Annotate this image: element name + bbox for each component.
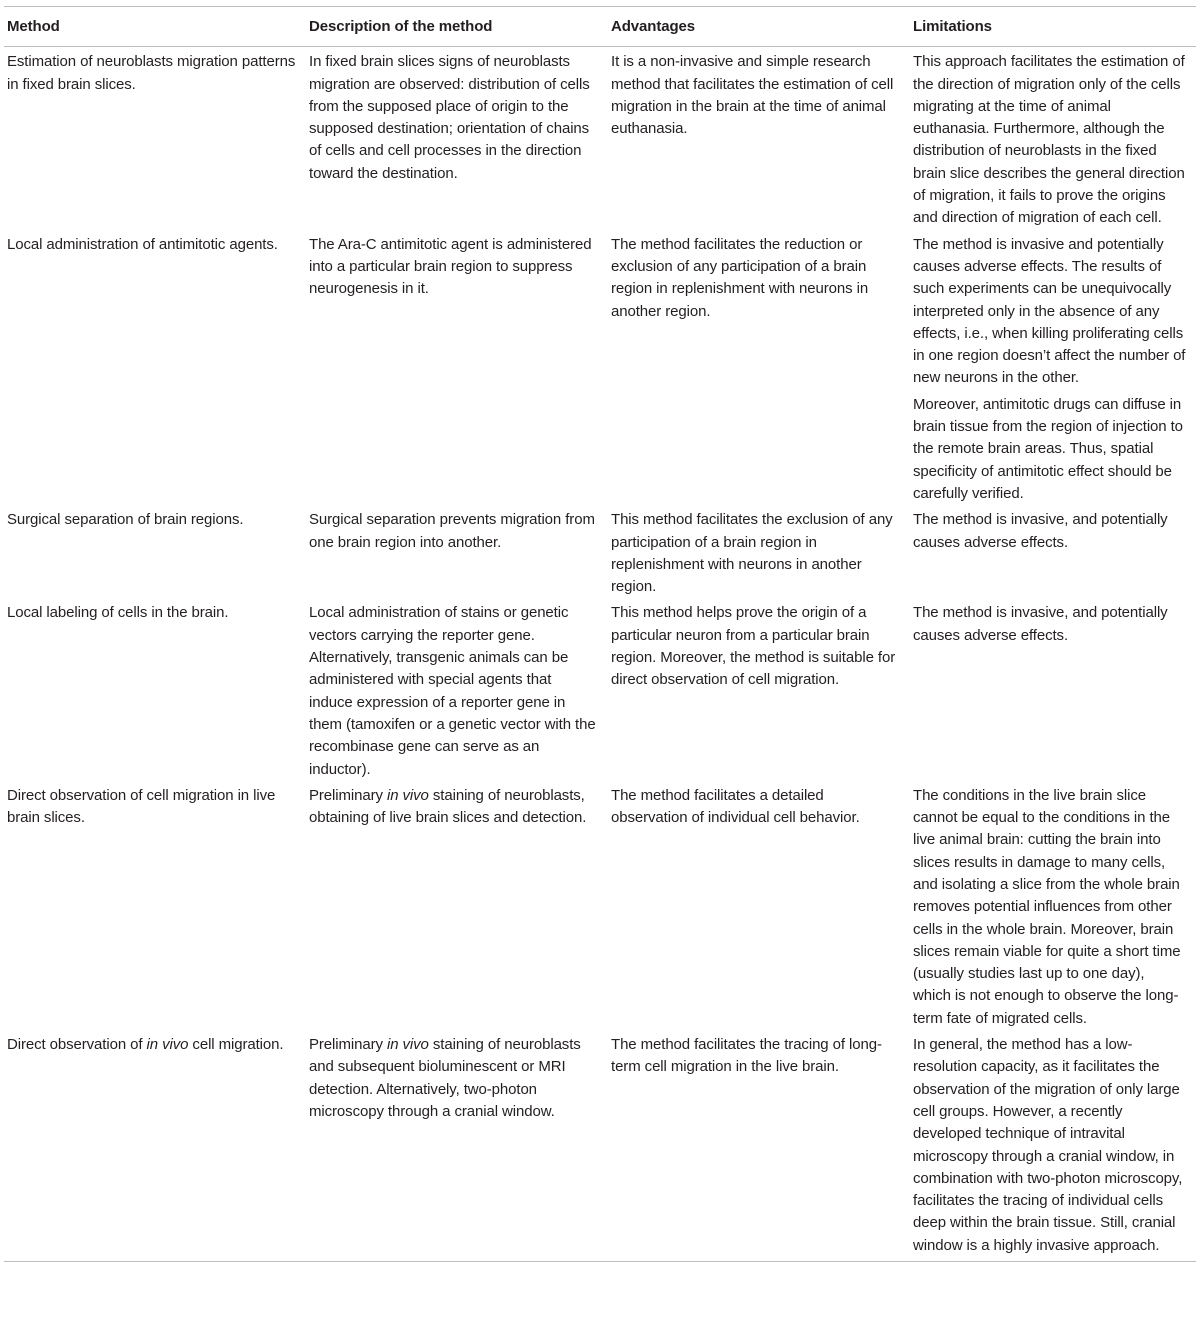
cell-advantages: This method facilitates the exclusion of any participation of a brain region in replenishment with neurons in another region.: [611, 511, 893, 596]
header-description: Description of the method: [309, 18, 493, 35]
cell-description: Local administration of stains or genetic vectors carrying the reporter gene. Alternatively, transgenic animals can be administered with special agents that induce expression of a reporter gene in them (tamoxifen or a genetic vector with the recombinase gene can serve as an inductor).: [309, 604, 596, 778]
limitations-paragraph: The method is invasive, and potentially causes adverse effects.: [913, 604, 1168, 644]
method-italic: in vivo: [146, 1036, 189, 1054]
description-text: staining of neuroblasts, obtaining of live brain slices and detection.: [309, 786, 587, 827]
cell-description: [306, 781, 608, 1030]
cell-method: Surgical separation of brain regions.: [7, 511, 244, 529]
table-row: [4, 1030, 1196, 1261]
limitations-paragraph: This approach facilitates the estimation of the direction of migration only of the cells migrating at the time of animal euthanasia. Furthermore, although the distribution of neuroblasts in the fixed brain slice describes the general direction of migration, it fails to prove the origins and direction of migration of each cell.: [913, 53, 1185, 227]
table-row: [4, 47, 1196, 230]
cell-description: [306, 1030, 608, 1261]
cell-advantages: This method helps prove the origin of a particular neuron from a particular brain region. Moreover, the method is suitable for direct observation of cell migration.: [611, 604, 896, 689]
limitations-paragraph: The method is invasive and potentially causes adverse effects. The results of such experiments can be unequivocally interpreted only in the absence of any effects, i.e., when killing proliferating cells in one region doesn’t affect the number of new neurons in the other.: [913, 235, 1186, 387]
cell-advantages: The method facilitates the reduction or exclusion of any participation of a brain region in replenishment with neurons in another region.: [611, 235, 869, 320]
cell-limitations: [910, 781, 1196, 1030]
cell-limitations: [910, 230, 1196, 506]
cell-method: Direct observation of cell migration in live brain slices.: [7, 786, 276, 827]
table-row: [4, 781, 1196, 1030]
description-text: Preliminary: [309, 786, 387, 804]
cell-advantages: It is a non-invasive and simple research method that facilitates the estimation of cell migration in the brain at the time of animal euthanasia.: [611, 53, 894, 138]
cell-advantages: The method facilitates a detailed observation of individual cell behavior.: [611, 786, 860, 827]
header-method: Method: [7, 18, 60, 35]
limitations-paragraph: In general, the method has a low-resolution capacity, as it facilitates the observation of the migration of only large cell groups. However, a recently developed technique of intravital microscopy through a cranial window, in combination with two-photon microscopy, facilitates the tracing of individual cells deep within the brain tissue. Still, cranial window is a highly invasive approach.: [913, 1036, 1183, 1254]
description-text: Preliminary: [309, 1036, 387, 1054]
cell-description: Surgical separation prevents migration from one brain region into another.: [309, 511, 595, 551]
cell-limitations: [910, 505, 1196, 598]
cell-limitations: [910, 1030, 1196, 1261]
cell-method: Local administration of antimitotic agents.: [7, 235, 278, 253]
method-text: Direct observation of: [7, 1036, 147, 1054]
header-limitations: Limitations: [913, 18, 992, 35]
description-italic: in vivo: [386, 1036, 429, 1054]
limitations-paragraph: The conditions in the live brain slice cannot be equal to the conditions in the live animal brain: cutting the brain into slices results in damage to many cells, and isolating a slice from the whole brain removes potential influences from other cells in the whole brain. Moreover, brain slices remain viable for quite a short time (usually studies last up to one day), which is not enough to observe the long-term fate of migrated cells.: [913, 786, 1181, 1027]
description-text: staining of neuroblasts and subsequent bioluminescent or MRI detection. Alternatively, two-photon microscopy through a cranial window.: [309, 1036, 581, 1120]
method-text: cell migration.: [188, 1036, 284, 1054]
table-row: [4, 230, 1196, 506]
cell-method: Local labeling of cells in the brain.: [7, 604, 229, 622]
cell-method: Estimation of neuroblasts migration patterns in fixed brain slices.: [7, 53, 296, 93]
limitations-paragraph: The method is invasive, and potentially causes adverse effects.: [913, 511, 1168, 551]
header-advantages: Advantages: [611, 18, 696, 35]
table-row: [4, 598, 1196, 780]
cell-limitations: [910, 598, 1196, 780]
limitations-paragraph: Moreover, antimitotic drugs can diffuse in brain tissue from the region of injection to the remote brain areas. Thus, spatial specificity of antimitotic effect should be carefully verified.: [913, 395, 1183, 502]
methods-table: [4, 6, 1196, 1262]
cell-description: In fixed brain slices signs of neuroblasts migration are observed: distribution of cells from the supposed place of origin to the supposed destination; orientation of chains of cells and cell processes in the direction toward the destination.: [309, 53, 590, 182]
cell-limitations: [910, 47, 1196, 230]
description-italic: in vivo: [386, 786, 429, 804]
cell-advantages: The method facilitates the tracing of long-term cell migration in the live brain.: [611, 1036, 882, 1076]
cell-method: [4, 1030, 306, 1261]
table-row: [4, 505, 1196, 598]
cell-description: The Ara-C antimitotic agent is administered into a particular brain region to suppress neurogenesis in it.: [309, 235, 592, 298]
table-header-row: [4, 7, 1196, 47]
